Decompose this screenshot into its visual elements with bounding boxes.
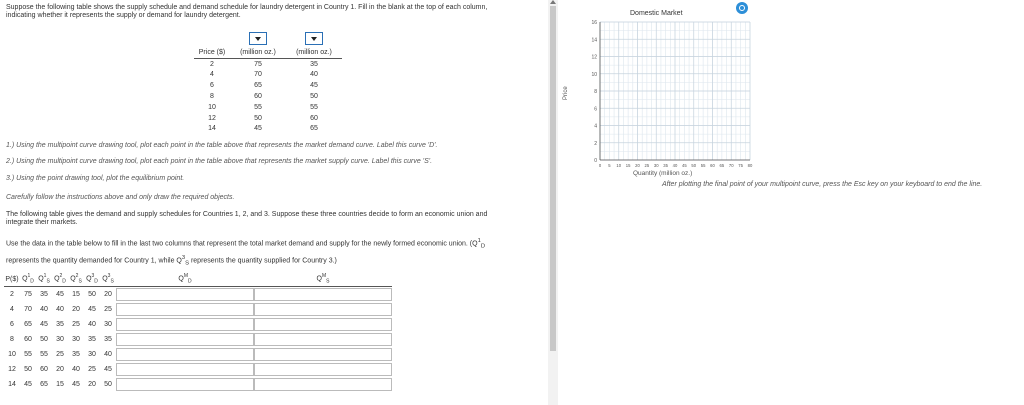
x-tick-label: 0 xyxy=(598,163,602,168)
x-tick-label: 5 xyxy=(608,163,611,168)
input-cell xyxy=(254,302,392,317)
market-supply-input[interactable] xyxy=(254,318,392,331)
table-cell: 60 xyxy=(254,93,262,101)
table-cell: 55 xyxy=(40,351,48,358)
market-demand-input[interactable] xyxy=(116,348,254,361)
table-cell: 30 xyxy=(56,336,64,343)
input-cell xyxy=(116,347,254,362)
table-cell: 50 xyxy=(24,366,32,373)
table-cell: 55 xyxy=(24,351,32,358)
table-cell: 25 xyxy=(104,306,112,313)
table-cell: 35 xyxy=(40,291,48,298)
x-tick-label: 65 xyxy=(719,163,725,168)
table-cell: 45 xyxy=(88,306,96,313)
y-tick-label: 4 xyxy=(594,123,597,130)
table-cell: 2 xyxy=(10,291,14,298)
y-tick-label: 8 xyxy=(594,89,597,95)
table-cell: 10 xyxy=(8,351,16,358)
union-header-cell: $Q^3_D$ xyxy=(84,272,100,287)
table-cell: 45 xyxy=(254,125,262,133)
input-cell xyxy=(254,347,392,362)
x-tick-label: 75 xyxy=(738,163,743,168)
market-supply-input[interactable] xyxy=(254,303,392,316)
table-cell: 65 xyxy=(254,82,262,90)
scroll-thumb[interactable] xyxy=(550,6,556,351)
union-table xyxy=(4,272,392,392)
table-row xyxy=(194,124,342,135)
instruction-1: 1.) Using the multipoint curve drawing tool, plot each point in the table above that represents the market demand curve. Label this curve 'D'. xyxy=(6,142,438,149)
table-cell: 50 xyxy=(104,381,112,388)
table-cell: 45 xyxy=(310,82,318,90)
market-supply-input[interactable] xyxy=(254,363,392,376)
union-header-cell: $Q^3_S$ xyxy=(100,272,116,287)
y-axis-label: Price xyxy=(563,86,569,100)
table-cell: 25 xyxy=(88,366,96,373)
table-row xyxy=(194,91,342,102)
table-row xyxy=(4,287,392,303)
x-tick-label: 25 xyxy=(644,163,650,168)
input-cell xyxy=(116,302,254,317)
scrollbar[interactable] xyxy=(548,0,558,405)
table-cell: 40 xyxy=(40,306,48,313)
table-cell: 30 xyxy=(88,351,96,358)
table-cell: 65 xyxy=(310,125,318,133)
union-text-1: The following table gives the demand and supply schedules for Countries 1, 2, and 3. Suppose these three countries decide to form an economic union and xyxy=(6,211,488,218)
table-cell: 60 xyxy=(40,366,48,373)
table-row xyxy=(194,102,342,113)
table-cell: 40 xyxy=(72,366,80,373)
table-cell: 50 xyxy=(310,93,318,101)
market-demand-input[interactable] xyxy=(116,378,254,391)
table-cell: 14 xyxy=(8,381,16,388)
table-cell: 8 xyxy=(10,336,14,343)
input-cell xyxy=(254,377,392,392)
market-demand-input[interactable] xyxy=(116,363,254,376)
input-cell xyxy=(254,287,392,303)
x-tick-label: 55 xyxy=(700,163,706,168)
market-demand-input[interactable] xyxy=(116,318,254,331)
x-tick-label: 70 xyxy=(728,163,734,168)
table-row xyxy=(4,347,392,362)
table-cell: 45 xyxy=(24,381,32,388)
table-cell: 70 xyxy=(24,306,32,313)
x-tick-label: 10 xyxy=(616,163,622,168)
table-row xyxy=(194,70,342,81)
table-cell: 20 xyxy=(56,366,64,373)
column-1-dropdown[interactable] xyxy=(249,32,267,45)
zoom-icon[interactable] xyxy=(736,2,748,14)
scroll-up-icon[interactable] xyxy=(550,0,556,4)
market-supply-input[interactable] xyxy=(254,378,392,391)
input-cell xyxy=(116,287,254,303)
x-tick-label: 60 xyxy=(710,163,715,168)
instruction-3: 3.) Using the point drawing tool, plot the equilibrium point. xyxy=(6,175,185,182)
input-cell xyxy=(116,332,254,347)
market-supply-input[interactable] xyxy=(254,288,392,301)
x-tick-label: 45 xyxy=(682,163,687,168)
table-row xyxy=(4,377,392,392)
table-cell: 4 xyxy=(210,71,214,79)
table-cell: 10 xyxy=(208,103,216,111)
table-cell: 20 xyxy=(104,291,112,298)
x-tick-label: 80 xyxy=(747,163,753,168)
y-tick-label: 2 xyxy=(594,140,597,147)
union-header-cell: $Q^1_D$ xyxy=(20,272,36,287)
table-cell: 65 xyxy=(40,381,48,388)
table-cell: 40 xyxy=(310,71,318,79)
x-tick-label: 30 xyxy=(653,163,659,168)
x-tick-label: 15 xyxy=(625,163,631,168)
table-cell: 50 xyxy=(40,336,48,343)
union-header-cell: $Q^1_S$ xyxy=(36,272,52,287)
table-cell: 45 xyxy=(72,381,80,388)
union-header-cell: $Q^2_D$ xyxy=(52,272,68,287)
table-cell: 45 xyxy=(40,321,48,328)
market-demand-input[interactable] xyxy=(116,333,254,346)
column-2-unit: (million oz.) xyxy=(286,47,342,58)
table-cell: 25 xyxy=(56,351,64,358)
table-cell: 6 xyxy=(210,82,214,90)
use-text-2: represents the quantity demanded for Country 1, while $Q^3_S$ represents the quantity supplied for Country 3.) xyxy=(6,255,337,267)
price-header: Price ($) xyxy=(194,47,230,58)
x-tick-label: 20 xyxy=(635,163,640,168)
careful-note: Carefully follow the instructions above and only draw the required objects. xyxy=(6,194,235,201)
table-cell: 55 xyxy=(254,103,262,111)
table-cell: 60 xyxy=(24,336,32,343)
table-cell: 50 xyxy=(254,114,262,122)
column-2-dropdown[interactable] xyxy=(305,32,323,45)
table-cell: 45 xyxy=(56,291,64,298)
table-cell: 4 xyxy=(10,306,14,313)
table-cell: 20 xyxy=(72,306,80,313)
table-row xyxy=(194,113,342,124)
table-cell: 40 xyxy=(88,321,96,328)
x-axis-label: Quantity (million oz.) xyxy=(633,170,693,177)
table-cell: 45 xyxy=(104,366,112,373)
table-cell: 35 xyxy=(310,60,318,68)
table-row xyxy=(4,362,392,377)
y-tick-label: 0 xyxy=(594,158,597,164)
table-cell: 35 xyxy=(104,336,112,343)
market-supply-input[interactable] xyxy=(254,333,392,346)
use-text-1: Use the data in the table below to fill in the last two columns that represent the total market demand and supply for the newly formed economic union. ($Q^1_D$ xyxy=(6,238,486,250)
table-cell: 2 xyxy=(210,60,214,68)
table-cell: 8 xyxy=(210,93,214,101)
union-header-cell: P($) xyxy=(4,272,20,287)
table-cell: 6 xyxy=(10,321,14,328)
table-cell: 20 xyxy=(88,381,96,388)
table-cell: 40 xyxy=(104,351,112,358)
table-cell: 12 xyxy=(8,366,16,373)
union-text-2: integrate their markets. xyxy=(6,219,78,226)
intro-line-2: indicating whether it represents the supply or demand for laundry detergent. xyxy=(6,12,241,19)
table-row xyxy=(194,58,342,69)
y-tick-label: 12 xyxy=(591,54,597,61)
x-tick-label: 40 xyxy=(672,163,678,168)
market-demand-input[interactable] xyxy=(116,288,254,301)
table-cell: 50 xyxy=(88,291,96,298)
input-cell xyxy=(254,317,392,332)
x-tick-label: 50 xyxy=(691,163,697,168)
input-cell xyxy=(254,362,392,377)
table-cell: 70 xyxy=(254,71,262,79)
x-tick-label: 35 xyxy=(663,163,668,168)
table-cell: 75 xyxy=(24,291,32,298)
input-cell xyxy=(116,317,254,332)
union-header-cell: $Q^2_S$ xyxy=(68,272,84,287)
table-cell: 12 xyxy=(208,114,216,122)
table-cell: 14 xyxy=(208,125,216,133)
table-cell: 65 xyxy=(24,321,32,328)
y-tick-label: 6 xyxy=(594,106,597,113)
table-cell: 35 xyxy=(72,351,80,358)
table-row xyxy=(4,317,392,332)
market-supply-input[interactable] xyxy=(254,348,392,361)
table-cell: 60 xyxy=(310,114,318,122)
input-cell xyxy=(116,362,254,377)
drawing-graph[interactable] xyxy=(570,14,770,184)
table-cell: 35 xyxy=(56,321,64,328)
esc-note: After plotting the final point of your multipoint curve, press the Esc key on your keyboard to end the line. xyxy=(662,181,983,188)
y-tick-label: 10 xyxy=(591,71,597,78)
table-cell: 40 xyxy=(56,306,64,313)
schedule-table xyxy=(194,32,342,134)
table-cell: 30 xyxy=(72,336,80,343)
table-cell: 15 xyxy=(56,381,64,388)
union-header-cell: $Q^M_D$ xyxy=(116,272,254,287)
table-row xyxy=(194,80,342,91)
union-header-cell: $Q^M_S$ xyxy=(254,272,392,287)
table-row xyxy=(4,302,392,317)
chart-title: Domestic Market xyxy=(630,10,683,17)
input-cell xyxy=(116,377,254,392)
table-cell: 35 xyxy=(88,336,96,343)
column-1-unit: (million oz.) xyxy=(230,47,286,58)
table-cell: 55 xyxy=(310,103,318,111)
table-cell: 30 xyxy=(104,321,112,328)
instruction-2: 2.) Using the multipoint curve drawing tool, plot each point in the table above that represents the market supply curve. Label this curve 'S'. xyxy=(6,158,433,165)
market-demand-input[interactable] xyxy=(116,303,254,316)
y-tick-label: 16 xyxy=(591,20,597,26)
table-row xyxy=(4,332,392,347)
table-cell: 75 xyxy=(254,60,262,68)
table-cell: 15 xyxy=(72,291,80,298)
input-cell xyxy=(254,332,392,347)
intro-line-1: Suppose the following table shows the supply schedule and demand schedule for laundry detergent in Country 1. Fill in the blank at the top of each column, xyxy=(6,4,488,11)
y-tick-label: 14 xyxy=(591,37,597,44)
table-cell: 25 xyxy=(72,321,80,328)
